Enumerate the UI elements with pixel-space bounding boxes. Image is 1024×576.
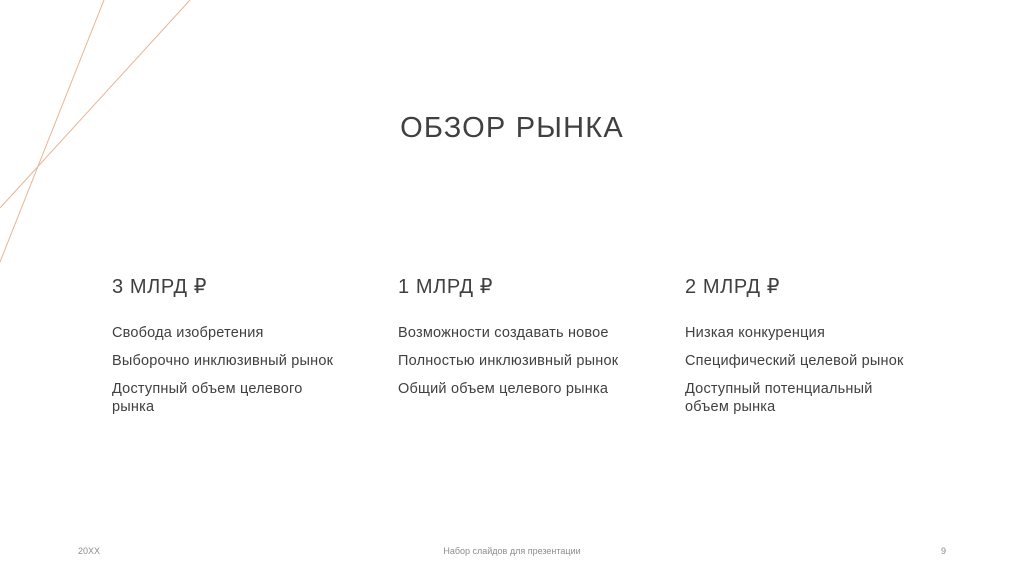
list-item: Доступный потенциальный объем рынка — [685, 381, 873, 415]
column-heading: 1 МЛРД ₽ — [398, 276, 494, 298]
column-list — [685, 324, 915, 416]
list-item: Выборочно инклюзивный рынок — [112, 353, 334, 369]
column-list — [398, 324, 628, 398]
list-item: Общий объем целевого рынка — [398, 381, 609, 397]
market-column-2 — [398, 274, 628, 408]
footer-date: 20XX — [78, 546, 101, 556]
footer-caption: Набор слайдов для презентации — [443, 546, 581, 556]
market-column-3 — [685, 274, 915, 426]
list-item: Свобода изобретения — [112, 325, 264, 341]
column-heading: 2 МЛРД ₽ — [685, 276, 781, 298]
list-item: Полностью инклюзивный рынок — [398, 353, 619, 369]
slide-title: ОБЗОР РЫНКА — [400, 112, 624, 144]
column-heading: 3 МЛРД ₽ — [112, 276, 208, 298]
list-item: Доступный объем целевого рынка — [112, 381, 303, 415]
list-item: Специфический целевой рынок — [685, 353, 904, 369]
market-column-1 — [112, 274, 342, 426]
decorative-line-2 — [0, 0, 190, 208]
list-item: Возможности создавать новое — [398, 325, 609, 341]
column-list — [112, 324, 342, 416]
list-item: Низкая конкуренция — [685, 325, 825, 341]
footer-page-number: 9 — [941, 546, 947, 556]
